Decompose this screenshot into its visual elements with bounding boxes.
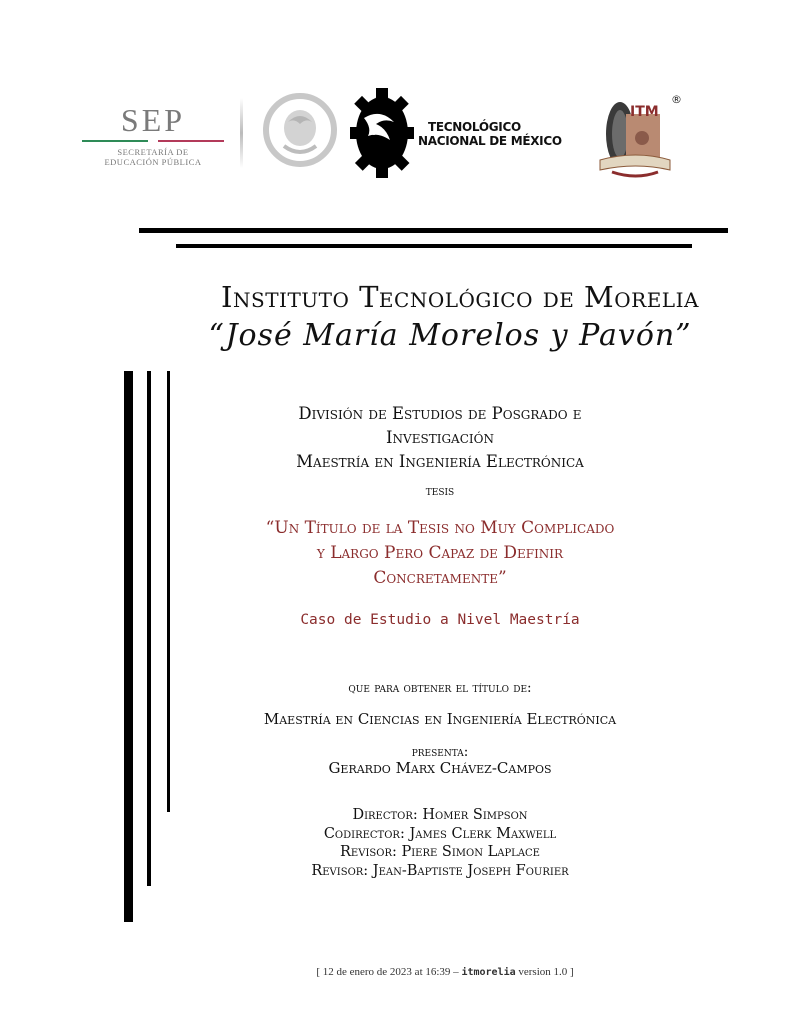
committee-member [200, 825, 680, 844]
degree-label: que para obtener el título de: [348, 680, 532, 696]
version-footer [200, 966, 690, 978]
institution-motto: “José María Morelos y Pavón” [208, 318, 692, 353]
thesis-subtitle: Caso de Estudio a Nivel Maestría [300, 612, 580, 628]
footer-date: [ 12 de enero de 2023 at 16:39 – [316, 966, 462, 978]
program-name: Maestría en Ingeniería Electrónica [296, 452, 584, 471]
svg-text:ITM: ITM [630, 104, 659, 120]
institution-name: Instituto Tecnológico de Morelia [221, 280, 699, 314]
committee-role: Revisor: [311, 862, 369, 879]
itm-logo [596, 94, 674, 178]
tecnm-line1: TECNOLÓGICO [428, 120, 521, 134]
committee-member [200, 862, 680, 881]
degree-name: Maestría en Ciencias en Ingeniería Electrónica [263, 710, 617, 728]
vertical-bar-thin [167, 371, 170, 812]
sep-subtitle-line2: EDUCACIÓN PÚBLICA [104, 157, 202, 167]
division-block [200, 402, 680, 474]
top-rule-thick [139, 228, 728, 233]
sep-subtitle [82, 147, 224, 167]
committee-role: Revisor: [340, 844, 397, 860]
eagle-seal-icon [262, 92, 338, 168]
committee-member [200, 843, 680, 862]
tecnm-gear-logo [350, 88, 414, 178]
logo-divider [240, 98, 243, 168]
division-line2: Investigación [386, 428, 494, 447]
document-type: tesis [425, 484, 455, 499]
tecnm-wordmark [418, 120, 562, 148]
committee-role: Codirector: [323, 825, 405, 842]
sep-subtitle-line1: SECRETARÍA DE [117, 147, 189, 157]
sep-flag-bars [82, 140, 224, 142]
committee-role: Director: [352, 807, 418, 823]
vertical-bar-medium [147, 371, 151, 886]
vertical-bar-thick [124, 371, 133, 922]
registered-mark: ® [671, 93, 682, 106]
author-name: Gerardo Marx Chávez-Campos [328, 759, 552, 777]
footer-package: itmorelia [461, 967, 516, 978]
thesis-title-line1: “Un Título de la Tesis no Muy Complicado [265, 518, 615, 538]
sep-green-bar [82, 140, 148, 142]
sep-logo [82, 104, 224, 174]
tecnm-line2: NACIONAL DE MÉXICO [418, 134, 562, 148]
gear-eagle-icon [350, 88, 414, 178]
footer-version: version 1.0 ] [515, 966, 574, 978]
thesis-title-line2: y Largo Pero Capaz de Definir [316, 543, 564, 563]
committee-name: Jean-Baptiste Joseph Fourier [372, 862, 569, 879]
itm-emblem-icon [596, 94, 674, 178]
committee-name: Piere Simon Laplace [401, 844, 540, 860]
committee-name: James Clerk Maxwell [409, 825, 557, 842]
sep-acronym: SEP [120, 102, 186, 138]
committee-name: Homer Simpson [422, 807, 528, 823]
presenta-label: presenta: [411, 744, 469, 760]
thesis-title-line3: Concretamente” [373, 568, 507, 588]
sep-red-bar [158, 140, 224, 142]
committee-member [200, 806, 680, 825]
division-line1: División de Estudios de Posgrado e [298, 404, 582, 423]
thesis-title [200, 516, 680, 591]
top-rule-thin [176, 244, 692, 248]
mexican-coat-of-arms-logo [262, 92, 338, 168]
committee-list [200, 806, 680, 880]
